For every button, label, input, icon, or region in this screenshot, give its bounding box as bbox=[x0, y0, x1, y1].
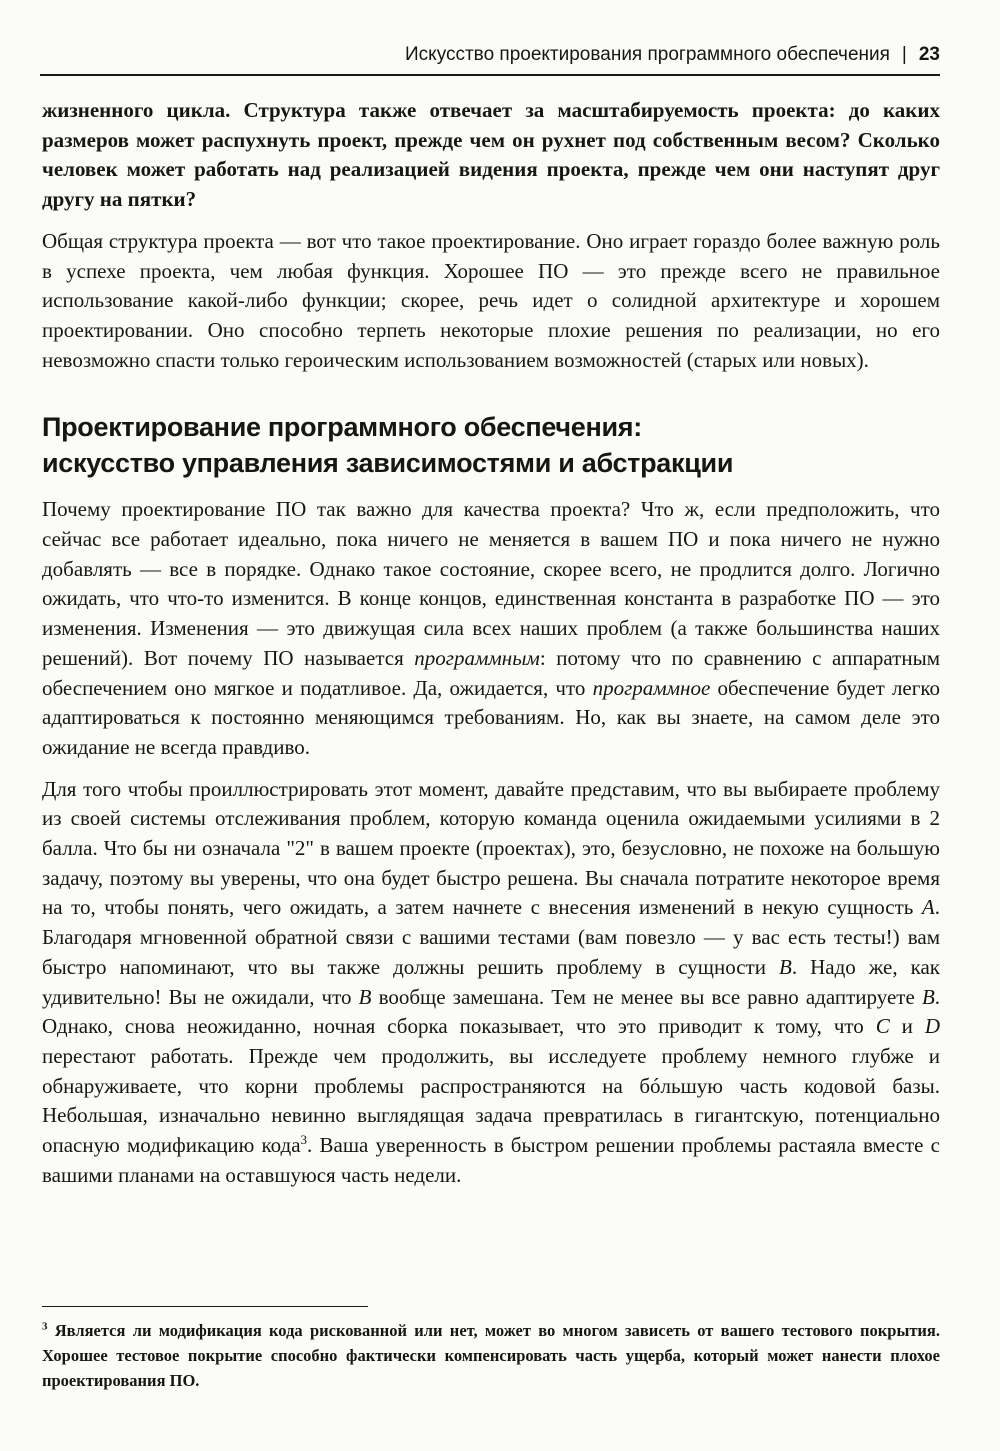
text-run: Почему проектирование ПО так важно для качества проекта? Что ж, если предположить, что сейчас все работает идеально, пока ничего не меняется в вашем ПО и пока ничего не нужно добавлять — все в порядке. Однако такое состояние, скорее всего, не продлится долго. Логично ожидать, что что-то изменится. В конце концов, единственная константа в разработке ПО — это изменения. Изменения — это движущая сила всех наших проблем (а также большинства наших решений). Вот почему ПО называется bbox=[42, 497, 940, 670]
text-run: обеспечение будет легко адаптироваться к постоянно меняющимся требованиям. Но, как вы знаете, на самом деле это ожидание не всегда правдиво. bbox=[42, 675, 940, 759]
paragraph-illustration bbox=[42, 775, 940, 1191]
text-run: перестают работать. Прежде чем продолжить, вы исследуете проблему немного глубже и обнаруживаете, что корни проблемы распространяются на бóльшую часть кодовой базы. Небольшая, изначально невинно выглядящая задача превратилась в гигантскую, потенциально опасную модификацию кода bbox=[42, 1043, 940, 1158]
text-run: и bbox=[889, 1014, 925, 1039]
entity-c: C bbox=[875, 1014, 890, 1039]
paragraph-why-design-matters bbox=[42, 495, 940, 762]
text-run: Для того чтобы проиллюстрировать этот момент, давайте представим, что вы выбираете проблему из своей системы отслеживания проблем, которую команда оценила ожидаемыми усилиями в 2 балла. Что бы ни означала "2" в вашем проекте (проектах), это, безусловно, не похоже на большую задачу, поэтому вы уверены, что она будет быстро решена. Вы сначала потратите некоторое время на то, чтобы понять, чего ожидать, а затем начнете с внесения изменений в некую сущность bbox=[42, 776, 940, 920]
footnote-divider bbox=[42, 1306, 368, 1307]
section-heading-line-1: Проектирование программного обеспечения: bbox=[42, 412, 642, 443]
running-header bbox=[40, 40, 940, 76]
text-run: . Ваша уверенность в быстром решении проблемы растаяла вместе с вашими планами на оставшуюся часть недели. bbox=[42, 1133, 940, 1187]
text-run: вообще замешана. Тем не менее вы все равно адаптируете bbox=[371, 984, 922, 1009]
footnote-reference: 3 bbox=[300, 1132, 308, 1148]
footnote-number: 3 bbox=[42, 1320, 48, 1333]
text-run: . Однако, снова неожиданно, ночная сборка показывает, что это приводит к тому, что bbox=[42, 984, 941, 1039]
entity-b: B bbox=[779, 954, 792, 979]
entity-a: A bbox=[921, 895, 935, 920]
entity-b: B bbox=[358, 984, 372, 1009]
section-heading bbox=[42, 409, 940, 481]
paragraph-design-structure: Общая структура проекта — вот что такое проектирование. Оно играет гораздо более важную роль в успехе проекта, чем любая функция. Хорошее ПО — это прежде всего не правильное использование какой-либо функции; скорее, речь идет о солидной архитектуре и хорошем проектировании. Оно способно терпеть некоторые плохие решения по реализации, но его невозможно спасти только героическим использованием возможностей (старых или новых). bbox=[42, 228, 940, 372]
text-run: . Благодаря мгновенной обратной связи с вашими тестами (вам повезло — у вас есть тесты!) вам быстро напоминают, что вы также должны решить проблему в сущности bbox=[42, 895, 940, 979]
section-heading-line-2: искусство управления зависимостями и абстракции bbox=[42, 448, 734, 479]
running-title: Искусство проектирования программного обеспечения bbox=[405, 44, 890, 65]
footnote bbox=[42, 1318, 940, 1393]
entity-d: D bbox=[924, 1014, 940, 1039]
italic-term: программным bbox=[414, 645, 540, 670]
text-run: . Надо же, как удивительно! Вы не ожидали, что bbox=[42, 954, 941, 1009]
body-text bbox=[42, 96, 940, 1203]
page-number: 23 bbox=[918, 44, 940, 65]
intro-paragraph: жизненного цикла. Структура также отвечает за масштабируемость проекта: до каких размеров может распухнуть проект, прежде чем он рухнет под собственным весом? Сколько человек может работать над реализацией видения проекта, прежде чем они наступят друг другу на пятки? bbox=[42, 98, 940, 212]
header-separator: | bbox=[901, 44, 907, 65]
italic-term: программное bbox=[592, 675, 711, 700]
entity-b: B bbox=[921, 984, 935, 1009]
footnote-text: Является ли модификация кода рискованной или нет, может во многом зависеть от вашего тестового покрытия. Хорошее тестовое покрытие способно фактически компенсировать часть ущерба, который может нанести плохое проектирования ПО. bbox=[42, 1321, 940, 1390]
text-run: : потому что по сравнению с аппаратным обеспечением оно мягкое и податливое. Да, ожидается, что bbox=[42, 645, 940, 700]
